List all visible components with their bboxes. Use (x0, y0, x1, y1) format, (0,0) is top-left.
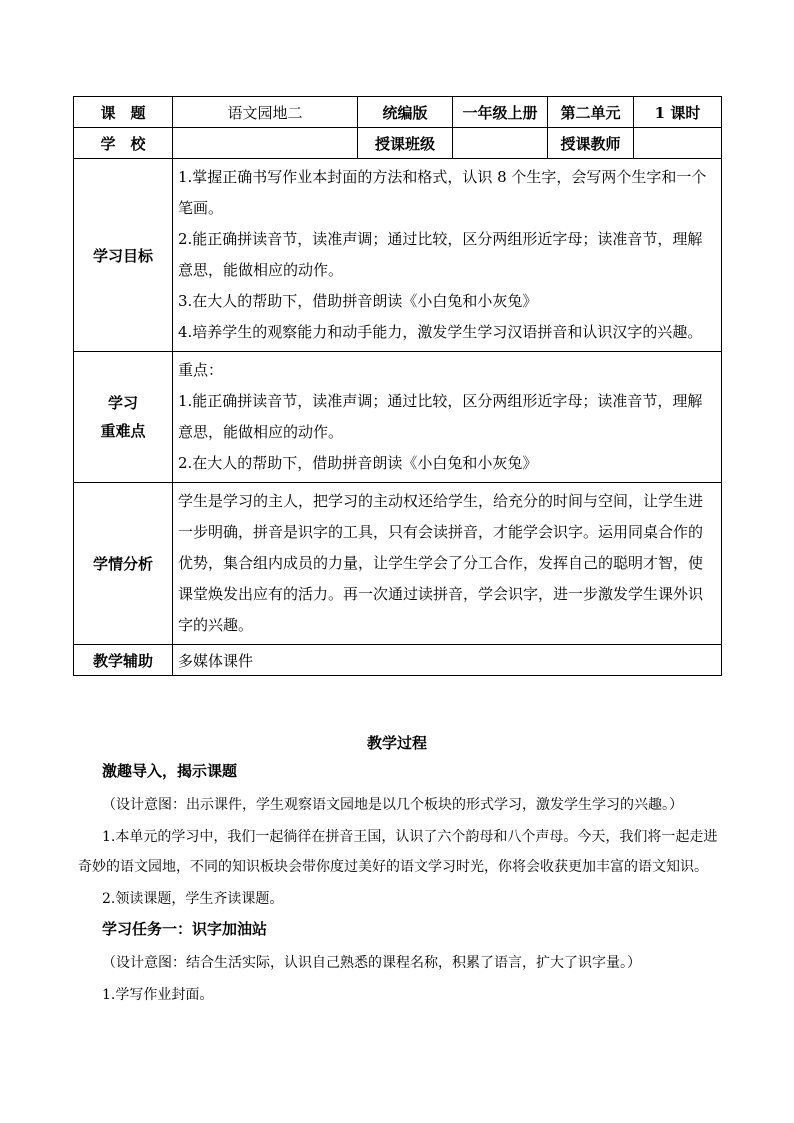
table-row-keypoints (74, 352, 722, 483)
label-class: 授课班级 (358, 128, 453, 159)
unit-value: 第二单元 (548, 97, 634, 128)
keypoint-item: 1.能正确拼读音节，读准声调；通过比较，区分两组形近字母；读准音节，理解意思，能做相应的动作。 (178, 392, 703, 441)
section1-paragraph-1: 1.本单元的学习中，我们一起徜徉在拼音王国，认识了六个韵母和八个声母。今天，我们将一起走进奇妙的语文园地，不同的知识板块会带你度过美好的语文学习时光，你将会收获更加丰富的语文知识。 (78, 829, 718, 875)
section2-heading: 学习任务一：识字加油站 (102, 920, 268, 938)
table-row-analysis (74, 483, 722, 645)
analysis-content (173, 483, 722, 645)
edition-value: 统编版 (358, 97, 453, 128)
analysis-text: 学生是学习的主人，把学习的主动权还给学生，给充分的时间与空间，让学生进一步明确，拼音是识字的工具，只有会读拼音，才能学会识字。运用同桌合作的优势，集合组内成员的力量，让学生学会了分工合作，发挥自己的聪明才智，使课堂焕发出应有的活力。再一次通过读拼音，学会识字，进一步激发学生课外识字的兴趣。 (178, 492, 704, 634)
table-row-header (74, 97, 722, 128)
keypoint-item: 2.在大人的帮助下，借助拼音朗读《小白兔和小灰兔》 (178, 454, 538, 472)
topic-value: 语文园地二 (173, 97, 358, 128)
keypoints-content (173, 352, 722, 483)
section1-heading: 激趣导入，揭示课题 (102, 762, 238, 780)
goal-item: 3.在大人的帮助下，借助拼音朗读《小白兔和小灰兔》 (178, 292, 538, 310)
keypoints-heading: 重点： (178, 361, 224, 379)
school-value (173, 128, 358, 159)
goal-item: 2.能正确拼读音节，读准声调；通过比较，区分两组形近字母；读准音节，理解意思，能做相应的动作。 (178, 230, 703, 279)
label-teacher: 授课教师 (548, 128, 634, 159)
goal-item: 4.培养学生的观察能力和动手能力，激发学生学习汉语拼音和认识汉字的兴趣。 (178, 323, 703, 341)
teacher-value (634, 128, 722, 159)
class-value (453, 128, 548, 159)
table-row-goals (74, 159, 722, 352)
label-topic: 课 题 (74, 97, 173, 128)
hours-value: 1 课时 (634, 97, 722, 128)
label-goals: 学习目标 (74, 159, 173, 352)
label-keypoints-line2: 重难点 (100, 422, 146, 440)
label-analysis: 学情分析 (74, 483, 173, 645)
grade-value: 一年级上册 (453, 97, 548, 128)
section1-intent: （设计意图：出示课件，学生观察语文园地是以几个板块的形式学习，激发学生学习的兴趣。） (102, 797, 683, 813)
label-keypoints (74, 352, 173, 483)
goals-content (173, 159, 722, 352)
label-aids: 教学辅助 (74, 645, 173, 676)
goal-item: 1.掌握正确书写作业本封面的方法和格式，认识 8 个生字，会写两个生字和一个笔画。 (178, 168, 707, 217)
section1-paragraph-2: 2.领读课题，学生齐读课题。 (102, 891, 284, 907)
lesson-info-table (73, 96, 722, 676)
aids-content (173, 645, 722, 676)
process-title: 教学过程 (366, 734, 427, 752)
label-school: 学 校 (74, 128, 173, 159)
table-row-aids (74, 645, 722, 676)
aids-value: 多媒体课件 (178, 651, 254, 670)
section2-intent: （设计意图：结合生活实际，认识自己熟悉的课程名称，积累了语言，扩大了识字量。） (102, 955, 641, 971)
section2-paragraph-1: 1.学写作业封面。 (102, 987, 214, 1003)
label-keypoints-line1: 学习 (107, 394, 138, 412)
table-row-school (74, 128, 722, 159)
